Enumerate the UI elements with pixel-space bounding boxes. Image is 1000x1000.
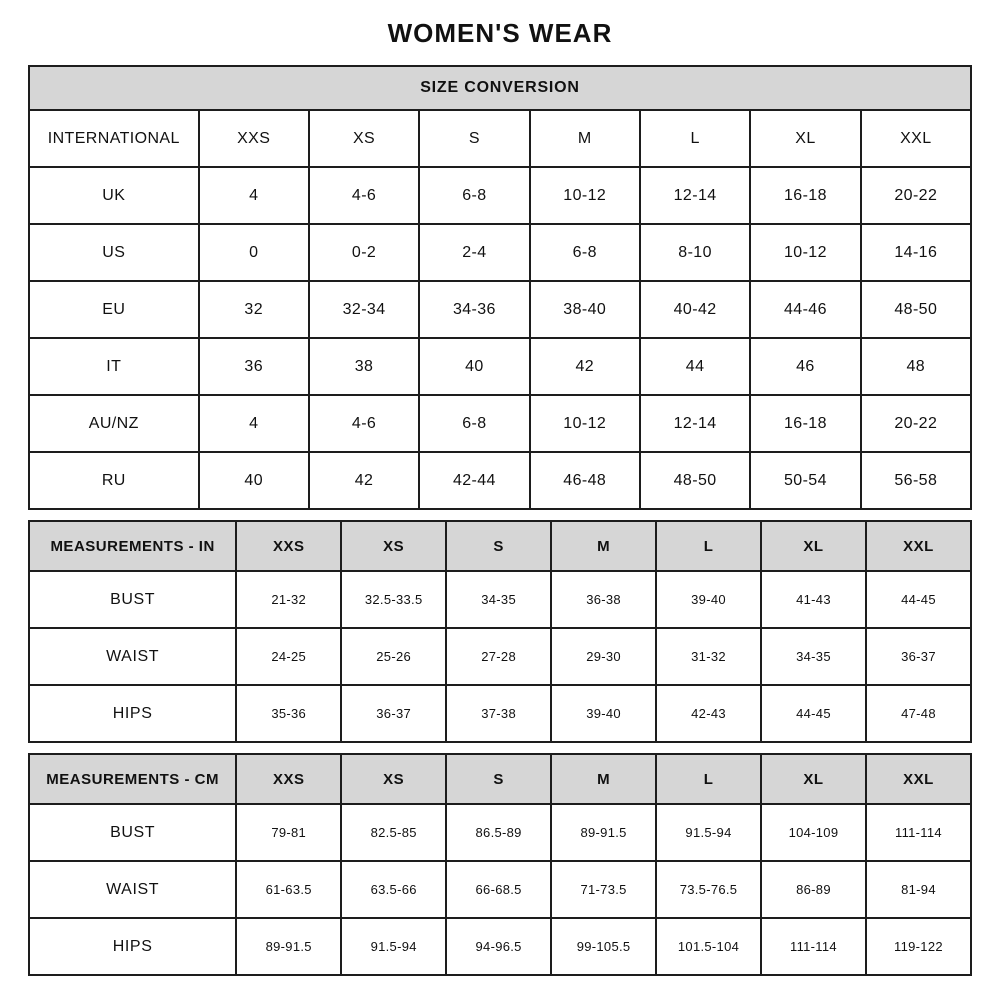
table-cell: 4: [199, 395, 309, 452]
table-cell: 4-6: [309, 167, 419, 224]
table-cell: 16-18: [750, 395, 860, 452]
table-header-cell: XS: [341, 754, 446, 804]
table-cell: 48-50: [861, 281, 971, 338]
table-cell: 12-14: [640, 395, 750, 452]
table-cell: 86-89: [761, 861, 866, 918]
meas-cm-header-row: [29, 754, 971, 804]
table-header-cell: M: [551, 521, 656, 571]
table-cell: 44-45: [866, 571, 971, 628]
table-cell: 44: [640, 338, 750, 395]
measurements-in-table: [28, 520, 972, 743]
measurements-cm-table: [28, 753, 972, 976]
table-cell: 10-12: [750, 224, 860, 281]
table-header-cell: XL: [761, 754, 866, 804]
table-cell: 41-43: [761, 571, 866, 628]
table-cell: 32: [199, 281, 309, 338]
size-conversion-heading: SIZE CONVERSION: [29, 66, 971, 110]
table-cell: RU: [29, 452, 199, 509]
table-cell: 81-94: [866, 861, 971, 918]
table-cell: 4-6: [309, 395, 419, 452]
conv-row-eu: [29, 281, 971, 338]
table-header-cell: L: [656, 521, 761, 571]
table-cell: 86.5-89: [446, 804, 551, 861]
table-cell: 47-48: [866, 685, 971, 742]
table-cell: HIPS: [29, 685, 236, 742]
table-cell: 48: [861, 338, 971, 395]
table-cell: 89-91.5: [551, 804, 656, 861]
table-cell: EU: [29, 281, 199, 338]
table-cell: 111-114: [866, 804, 971, 861]
table-cell: 91.5-94: [656, 804, 761, 861]
table-cell: 35-36: [236, 685, 341, 742]
table-cell: IT: [29, 338, 199, 395]
table-cell: 20-22: [861, 395, 971, 452]
conv-row-us: [29, 224, 971, 281]
table-cell: 6-8: [419, 395, 529, 452]
table-cell: 8-10: [640, 224, 750, 281]
table-cell: BUST: [29, 571, 236, 628]
table-cell: 32.5-33.5: [341, 571, 446, 628]
table-cell: 71-73.5: [551, 861, 656, 918]
table-cell: 0: [199, 224, 309, 281]
table-cell: 38: [309, 338, 419, 395]
table-cell: INTERNATIONAL: [29, 110, 199, 167]
table-cell: 39-40: [551, 685, 656, 742]
table-cell: HIPS: [29, 918, 236, 975]
table-cell: 36-37: [866, 628, 971, 685]
table-cell: 82.5-85: [341, 804, 446, 861]
table-cell: BUST: [29, 804, 236, 861]
table-cell: 34-36: [419, 281, 529, 338]
table-cell: 12-14: [640, 167, 750, 224]
table-header-cell: S: [446, 754, 551, 804]
table-cell: 2-4: [419, 224, 529, 281]
table-cell: 40-42: [640, 281, 750, 338]
table-cell: XL: [750, 110, 860, 167]
table-cell: 34-35: [446, 571, 551, 628]
table-cell: XXL: [861, 110, 971, 167]
table-cell: 89-91.5: [236, 918, 341, 975]
table-cell: 46-48: [530, 452, 640, 509]
table-header-cell: L: [656, 754, 761, 804]
size-conversion-title-row: [29, 66, 971, 110]
meas-cm-row-waist: [29, 861, 971, 918]
conv-row-it: [29, 338, 971, 395]
table-header-cell: XXL: [866, 754, 971, 804]
meas-in-row-waist: [29, 628, 971, 685]
table-cell: 42: [530, 338, 640, 395]
meas-cm-row-bust: [29, 804, 971, 861]
conv-header-row: [29, 110, 971, 167]
table-cell: 37-38: [446, 685, 551, 742]
table-cell: 40: [199, 452, 309, 509]
table-cell: AU/NZ: [29, 395, 199, 452]
table-cell: 24-25: [236, 628, 341, 685]
table-cell: 56-58: [861, 452, 971, 509]
table-cell: 38-40: [530, 281, 640, 338]
table-cell: 99-105.5: [551, 918, 656, 975]
table-cell: 10-12: [530, 395, 640, 452]
table-header-cell: MEASUREMENTS - CM: [29, 754, 236, 804]
table-cell: 63.5-66: [341, 861, 446, 918]
table-header-cell: MEASUREMENTS - IN: [29, 521, 236, 571]
table-header-cell: M: [551, 754, 656, 804]
table-cell: 21-32: [236, 571, 341, 628]
table-cell: 48-50: [640, 452, 750, 509]
page-title: WOMEN'S WEAR: [387, 18, 613, 48]
table-cell: WAIST: [29, 861, 236, 918]
table-cell: 46: [750, 338, 860, 395]
table-cell: 39-40: [656, 571, 761, 628]
table-cell: 50-54: [750, 452, 860, 509]
table-cell: 34-35: [761, 628, 866, 685]
table-cell: 0-2: [309, 224, 419, 281]
table-header-cell: XS: [341, 521, 446, 571]
table-cell: 6-8: [530, 224, 640, 281]
table-cell: WAIST: [29, 628, 236, 685]
table-cell: 6-8: [419, 167, 529, 224]
conv-row-uk: [29, 167, 971, 224]
table-cell: S: [419, 110, 529, 167]
table-header-cell: S: [446, 521, 551, 571]
table-cell: 79-81: [236, 804, 341, 861]
conv-row-ru: [29, 452, 971, 509]
table-cell: 44-45: [761, 685, 866, 742]
table-cell: M: [530, 110, 640, 167]
table-header-cell: XXS: [236, 754, 341, 804]
table-cell: 14-16: [861, 224, 971, 281]
table-cell: 32-34: [309, 281, 419, 338]
meas-in-row-hips: [29, 685, 971, 742]
table-cell: 40: [419, 338, 529, 395]
table-cell: 4: [199, 167, 309, 224]
table-cell: 42-43: [656, 685, 761, 742]
meas-in-row-bust: [29, 571, 971, 628]
table-cell: 61-63.5: [236, 861, 341, 918]
table-header-cell: XXS: [236, 521, 341, 571]
table-cell: 94-96.5: [446, 918, 551, 975]
table-cell: 31-32: [656, 628, 761, 685]
meas-in-header-row: [29, 521, 971, 571]
table-header-cell: XXL: [866, 521, 971, 571]
conv-row-aunz: [29, 395, 971, 452]
table-cell: L: [640, 110, 750, 167]
table-cell: 42: [309, 452, 419, 509]
table-cell: 10-12: [530, 167, 640, 224]
table-cell: XXS: [199, 110, 309, 167]
table-cell: 119-122: [866, 918, 971, 975]
meas-cm-row-hips: [29, 918, 971, 975]
table-cell: XS: [309, 110, 419, 167]
table-cell: 29-30: [551, 628, 656, 685]
table-cell: 104-109: [761, 804, 866, 861]
table-cell: 66-68.5: [446, 861, 551, 918]
table-cell: 27-28: [446, 628, 551, 685]
table-header-cell: XL: [761, 521, 866, 571]
table-cell: 16-18: [750, 167, 860, 224]
table-cell: 101.5-104: [656, 918, 761, 975]
table-cell: 36-37: [341, 685, 446, 742]
table-cell: 91.5-94: [341, 918, 446, 975]
table-cell: UK: [29, 167, 199, 224]
table-cell: 44-46: [750, 281, 860, 338]
table-cell: 36: [199, 338, 309, 395]
table-cell: 42-44: [419, 452, 529, 509]
table-cell: 20-22: [861, 167, 971, 224]
table-cell: 25-26: [341, 628, 446, 685]
size-conversion-table: [28, 65, 972, 510]
table-cell: 36-38: [551, 571, 656, 628]
table-cell: US: [29, 224, 199, 281]
table-cell: 111-114: [761, 918, 866, 975]
table-cell: 73.5-76.5: [656, 861, 761, 918]
